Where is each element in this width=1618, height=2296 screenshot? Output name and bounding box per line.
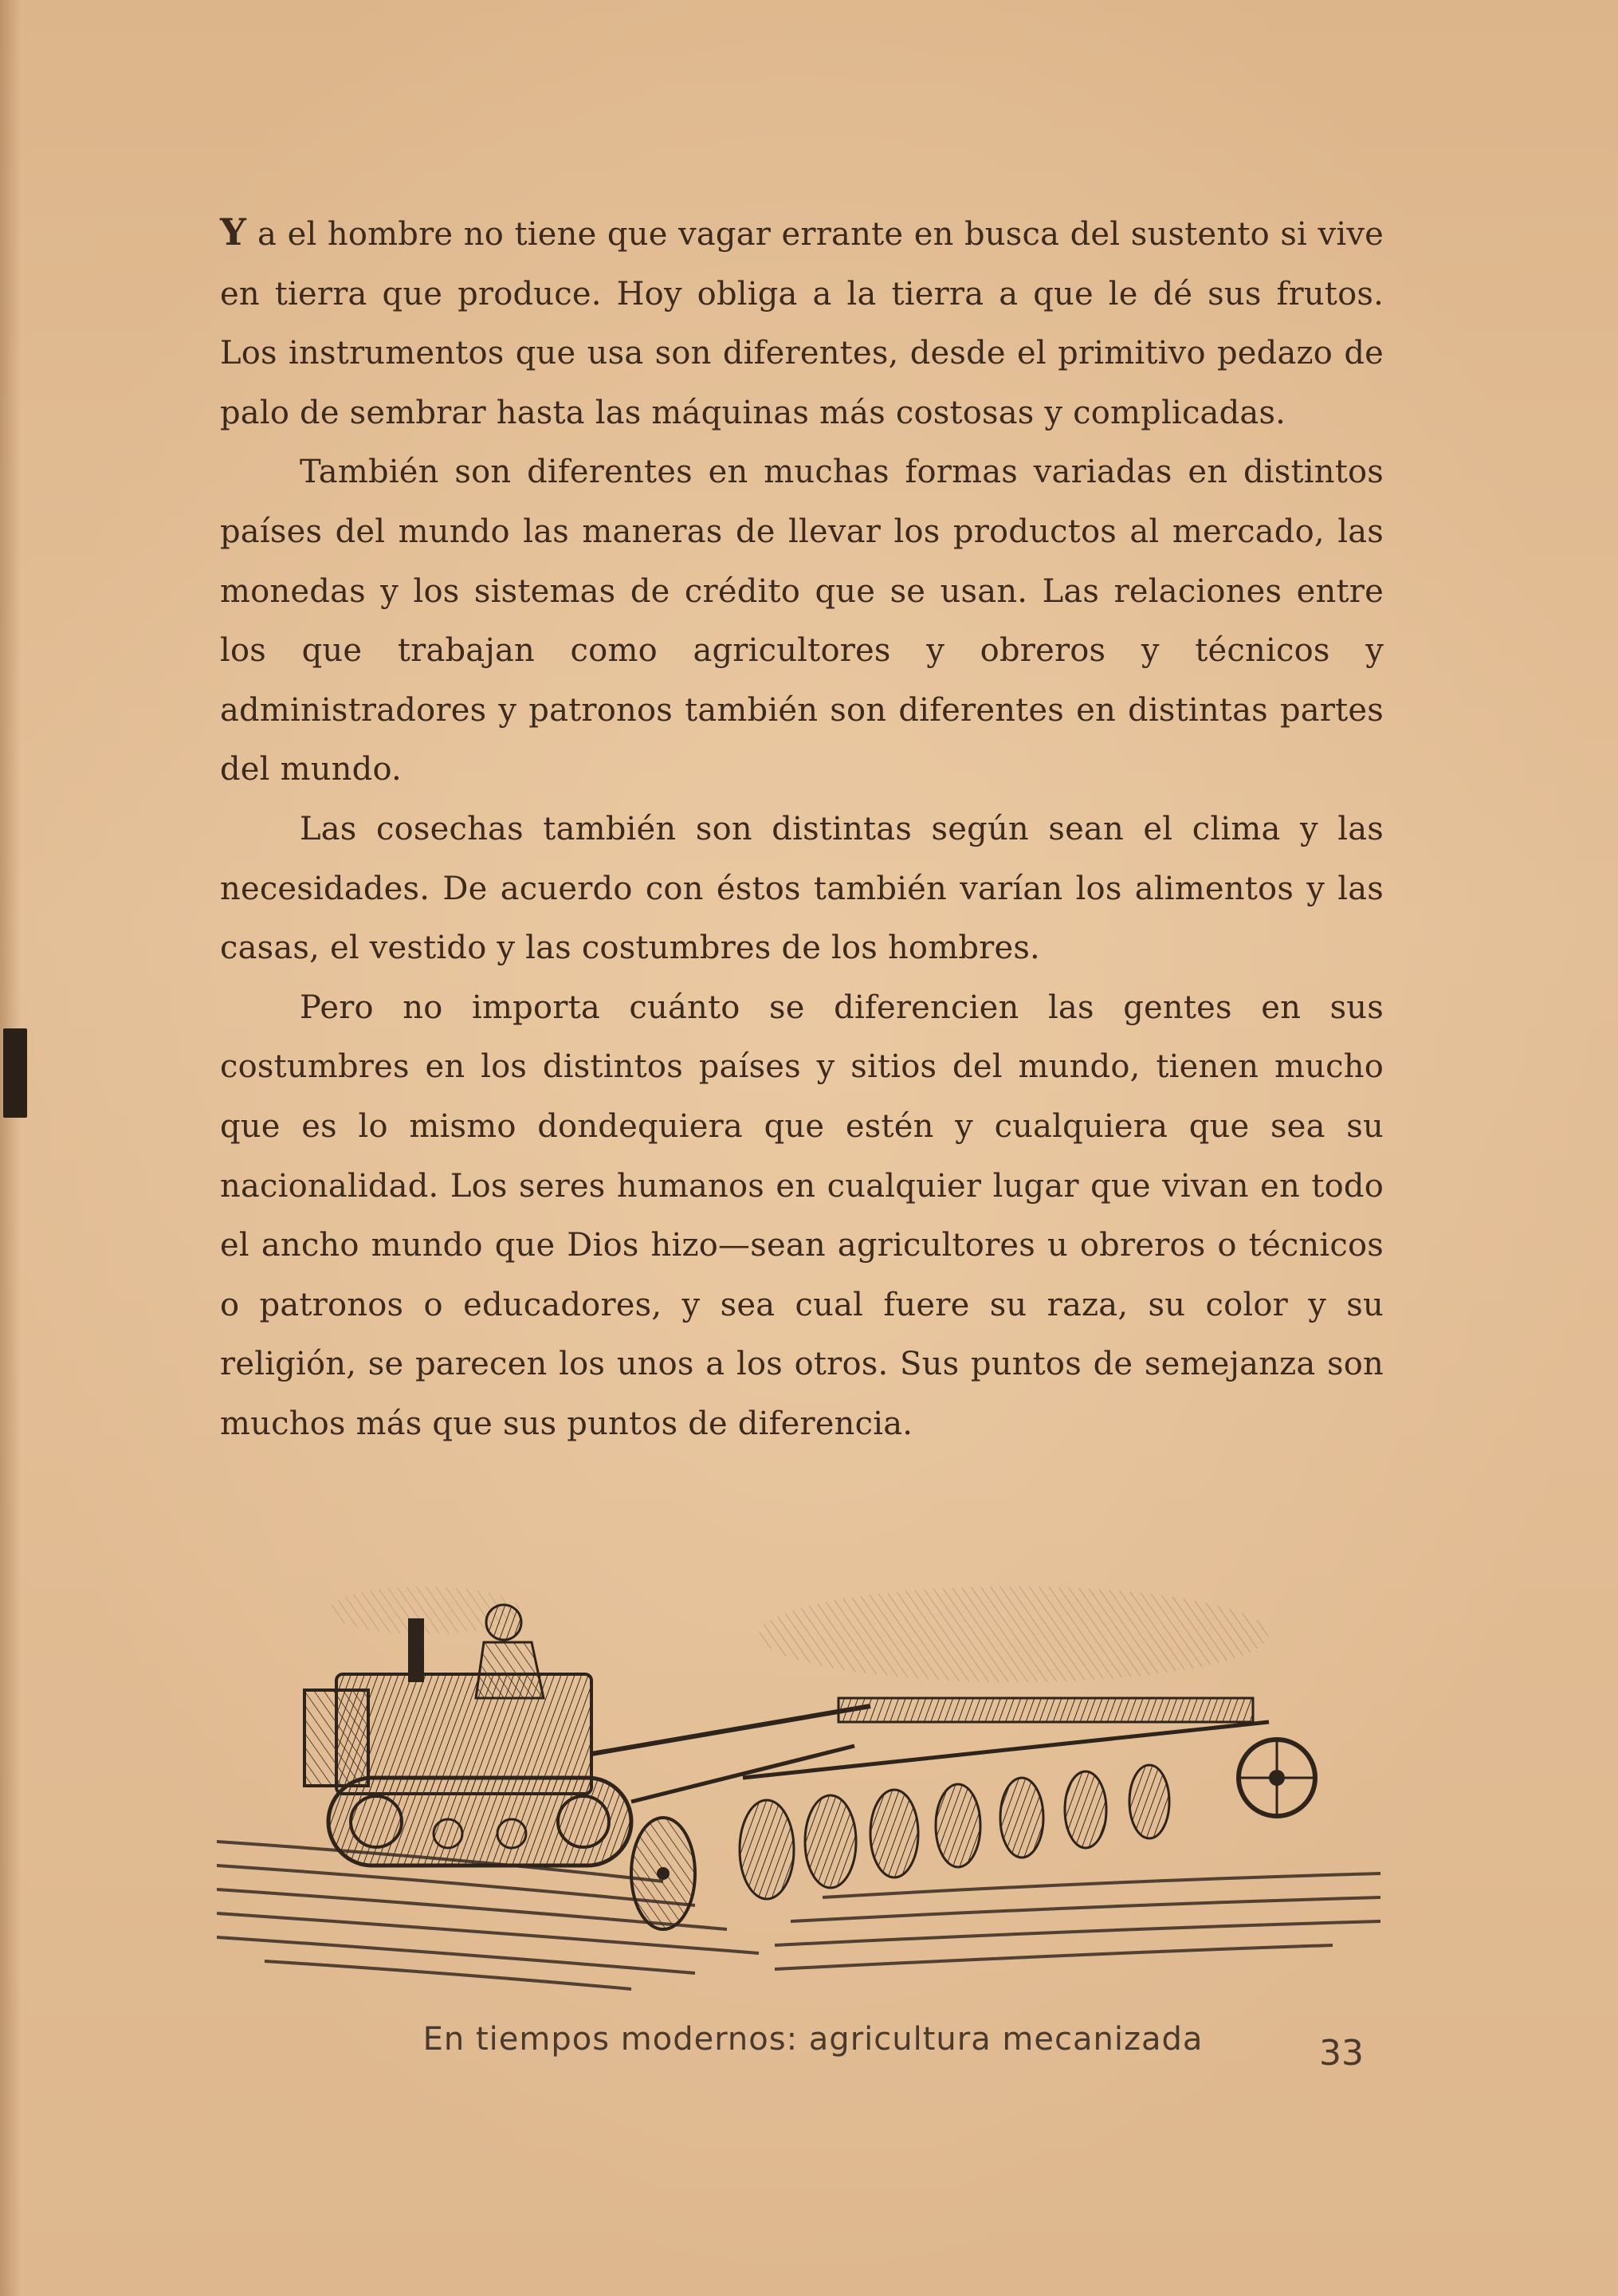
paragraph-2: También son diferentes en muchas formas variadas en distintos países del mundo las maneras de llevar los productos al mercado, las monedas y los sistemas de crédito que se usan. Las relaciones entre los que trabajan como agricultores y obreros y técnicos y administradores y patronos también son diferentes en distintas partes del mundo. xyxy=(220,454,1384,788)
sky-stipple xyxy=(328,1586,1269,1682)
page-edge-shadow xyxy=(0,0,21,2296)
body-text xyxy=(220,202,1384,1453)
disc-harrow xyxy=(591,1698,1315,1929)
paragraph-1-text: a el hombre no tiene que vagar errante en busca del sustento si vive en tierra que produce. Hoy obliga a la tierra a que le dé sus frutos. Los instrumentos que usa son diferentes, desde el primitivo pedazo de palo de sembrar hasta las máquinas más costosas y complicadas. xyxy=(220,216,1384,431)
paragraph-4: Pero no importa cuánto se diferencien las gentes en sus costumbres en los distintos países y sitios del mundo, tienen mucho que es lo mismo dondequiera que estén y cualquiera que sea su nacionalidad. Los seres humanos en cualquier lugar que vivan en todo el ancho mundo que Dios hizo—sean agricultores u obreros o técnicos o patronos o educadores, y sea cual fuere su raza, su color y su religión, se parecen los unos a los otros. Sus puntos de semejanza son muchos más que sus puntos de diferencia. xyxy=(220,989,1384,1442)
paragraph-3: Las cosechas también son distintas según sean el clima y las necesidades. De acuerdo con éstos también varían los alimentos y las casas, el vestido y las costumbres de los hombres. xyxy=(220,810,1384,967)
crawler-tractor xyxy=(304,1605,631,1866)
page-number: 33 xyxy=(1319,2033,1364,2074)
tractor-plowing-illustration xyxy=(217,1539,1380,2001)
illustration-caption: En tiempos modernos: agricultura mecanizada xyxy=(422,2021,1204,2058)
initial-letter: Y xyxy=(220,210,247,254)
paragraph-1 xyxy=(220,202,1384,442)
binding-mark xyxy=(3,1028,27,1118)
